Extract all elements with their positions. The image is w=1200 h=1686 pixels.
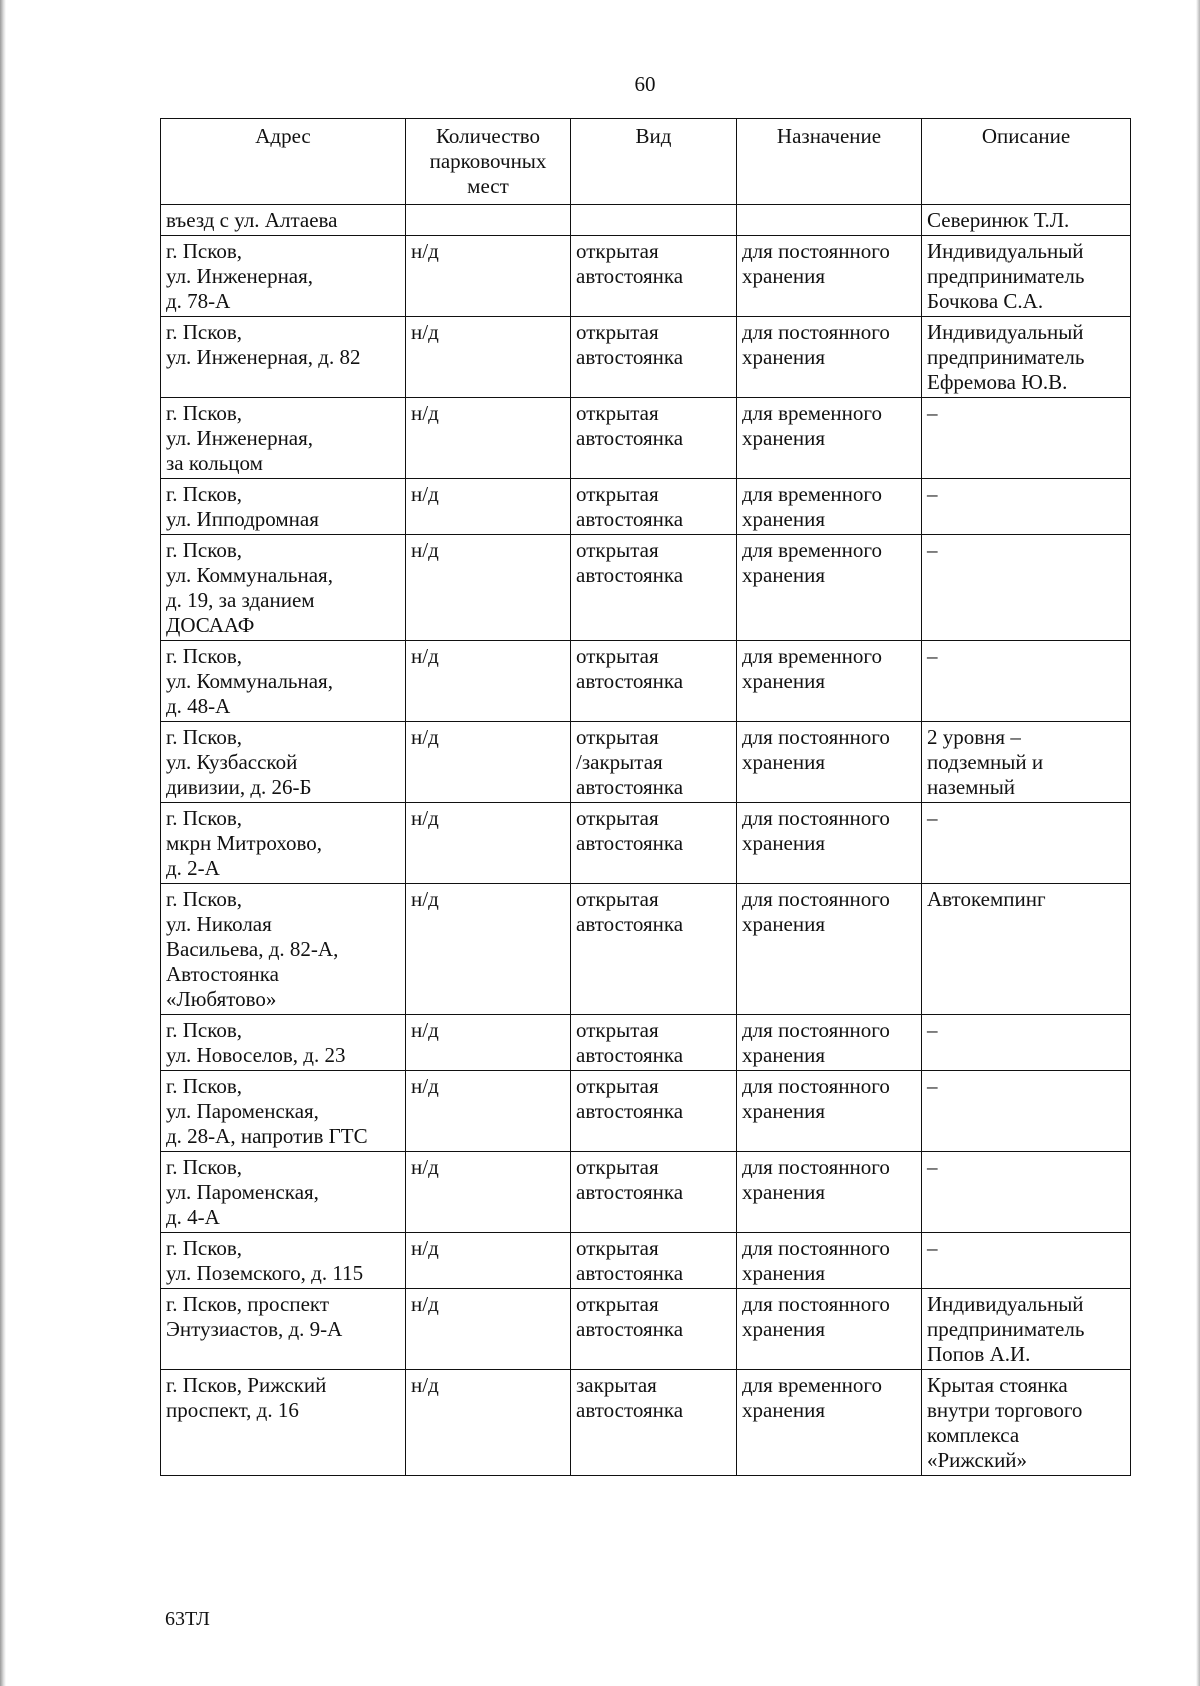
cell-type-line: автостоянка: [576, 831, 684, 855]
cell-purpose-line: хранения: [742, 1398, 826, 1422]
cell-count: н/д: [406, 884, 571, 1015]
cell-type-line: открытая: [576, 1018, 659, 1042]
cell-description-line: Индивидуальный: [927, 320, 1084, 344]
header-count: Количество парковочных мест: [406, 119, 571, 205]
cell-purpose-line: для постоянного: [742, 806, 890, 830]
cell-description: [922, 535, 1131, 641]
cell-address-line: г. Псков, Рижский: [166, 1373, 327, 1397]
cell-address-line: г. Псков,: [166, 239, 243, 263]
cell-address-line: ул. Инженерная,: [166, 426, 314, 450]
cell-purpose-line: хранения: [742, 1043, 826, 1067]
cell-type-line: /закрытая: [576, 750, 663, 774]
cell-purpose-line: хранения: [742, 264, 826, 288]
cell-description-line: Индивидуальный: [927, 1292, 1084, 1316]
cell-purpose: [737, 398, 922, 479]
cell-address-line: въезд с ул. Алтаева: [166, 208, 338, 232]
cell-address: [161, 1015, 406, 1071]
cell-address-line: ул. Коммунальная,: [166, 669, 333, 693]
cell-type-line: автостоянка: [576, 1099, 684, 1123]
cell-description-line: «Рижский»: [927, 1448, 1028, 1472]
cell-purpose-line: для постоянного: [742, 239, 890, 263]
cell-type: [571, 205, 737, 236]
cell-type-line: открытая: [576, 482, 659, 506]
cell-purpose-line: для постоянного: [742, 1018, 890, 1042]
cell-purpose: [737, 1015, 922, 1071]
cell-address: [161, 479, 406, 535]
cell-description-line: –: [927, 1236, 938, 1260]
cell-description: [922, 317, 1131, 398]
cell-purpose: [737, 479, 922, 535]
cell-description: [922, 479, 1131, 535]
cell-description: [922, 1152, 1131, 1233]
cell-description-line: наземный: [927, 775, 1016, 799]
cell-type: [571, 641, 737, 722]
header-type: Вид: [571, 119, 737, 205]
cell-address-line: г. Псков,: [166, 538, 243, 562]
cell-address: [161, 236, 406, 317]
cell-address: [161, 1370, 406, 1476]
cell-type-line: открытая: [576, 1292, 659, 1316]
cell-type-line: открытая: [576, 538, 659, 562]
cell-purpose-line: для постоянного: [742, 1074, 890, 1098]
cell-description: [922, 641, 1131, 722]
cell-purpose-line: для временного: [742, 482, 882, 506]
cell-type: [571, 722, 737, 803]
cell-purpose-line: хранения: [742, 1180, 826, 1204]
cell-address-line: ул. Николая: [166, 912, 272, 936]
cell-count: н/д: [406, 1015, 571, 1071]
cell-address-line: Автостоянка: [166, 962, 279, 986]
cell-address-line: д. 4-А: [166, 1205, 220, 1229]
cell-type-line: открытая: [576, 644, 659, 668]
cell-purpose-line: для временного: [742, 644, 882, 668]
cell-count: н/д: [406, 641, 571, 722]
table-row: [161, 1289, 1131, 1370]
cell-description-line: подземный и: [927, 750, 1044, 774]
cell-description-line: предприниматель: [927, 345, 1085, 369]
cell-count: н/д: [406, 1370, 571, 1476]
cell-purpose-line: для постоянного: [742, 725, 890, 749]
cell-address-line: г. Псков,: [166, 1018, 243, 1042]
cell-description-line: предприниматель: [927, 1317, 1085, 1341]
cell-address-line: г. Псков,: [166, 644, 243, 668]
cell-type-line: автостоянка: [576, 1398, 684, 1422]
cell-purpose-line: хранения: [742, 426, 826, 450]
cell-address-line: Васильева, д. 82-А,: [166, 937, 339, 961]
cell-address-line: д. 78-А: [166, 289, 231, 313]
table-row: [161, 803, 1131, 884]
table-header-row: [161, 119, 1131, 205]
cell-count: н/д: [406, 722, 571, 803]
cell-description-line: Ефремова Ю.В.: [927, 370, 1068, 394]
cell-purpose-line: хранения: [742, 1099, 826, 1123]
cell-type-line: открытая: [576, 239, 659, 263]
cell-type-line: автостоянка: [576, 775, 684, 799]
parking-table: [160, 118, 1131, 1476]
cell-purpose-line: для постоянного: [742, 1236, 890, 1260]
header-address: Адрес: [161, 119, 406, 205]
cell-address-line: ул. Пароменская,: [166, 1099, 319, 1123]
cell-address-line: ул. Инженерная, д. 82: [166, 345, 361, 369]
cell-count: н/д: [406, 479, 571, 535]
cell-address-line: г. Псков,: [166, 887, 243, 911]
cell-description: [922, 236, 1131, 317]
cell-description-line: –: [927, 1155, 938, 1179]
cell-type-line: автостоянка: [576, 1043, 684, 1067]
cell-type-line: автостоянка: [576, 345, 684, 369]
cell-type: [571, 479, 737, 535]
cell-type-line: открытая: [576, 1236, 659, 1260]
cell-description-line: Индивидуальный: [927, 239, 1084, 263]
cell-type: [571, 317, 737, 398]
cell-address-line: г. Псков,: [166, 1074, 243, 1098]
cell-type: [571, 884, 737, 1015]
cell-description-line: Автокемпинг: [927, 887, 1046, 911]
cell-purpose-line: хранения: [742, 563, 826, 587]
cell-address: [161, 803, 406, 884]
cell-description-line: Крытая стоянка: [927, 1373, 1068, 1397]
cell-address-line: ул. Поземского, д. 115: [166, 1261, 364, 1285]
cell-description: [922, 1233, 1131, 1289]
cell-purpose: [737, 1370, 922, 1476]
cell-type: [571, 1071, 737, 1152]
cell-type-line: закрытая: [576, 1373, 657, 1397]
cell-purpose: [737, 884, 922, 1015]
cell-count: н/д: [406, 398, 571, 479]
cell-count: [406, 205, 571, 236]
cell-address-line: Энтузиастов, д. 9-А: [166, 1317, 343, 1341]
table-row: [161, 1071, 1131, 1152]
scan-edge-right: [1196, 0, 1200, 1686]
cell-description: [922, 1071, 1131, 1152]
cell-purpose: [737, 205, 922, 236]
header-description: Описание: [922, 119, 1131, 205]
cell-address-line: ул. Инженерная,: [166, 264, 314, 288]
cell-purpose: [737, 803, 922, 884]
cell-count: н/д: [406, 1071, 571, 1152]
cell-purpose-line: хранения: [742, 345, 826, 369]
cell-purpose-line: хранения: [742, 1261, 826, 1285]
cell-count: н/д: [406, 236, 571, 317]
cell-address: [161, 641, 406, 722]
cell-address-line: г. Псков,: [166, 725, 243, 749]
cell-address: [161, 1152, 406, 1233]
cell-address-line: ул. Ипподромная: [166, 507, 319, 531]
cell-address-line: за кольцом: [166, 451, 263, 475]
cell-type: [571, 1370, 737, 1476]
cell-type-line: автостоянка: [576, 507, 684, 531]
cell-type: [571, 1233, 737, 1289]
cell-address-line: ул. Кузбасской: [166, 750, 298, 774]
cell-address: [161, 205, 406, 236]
cell-purpose-line: хранения: [742, 507, 826, 531]
cell-type-line: открытая: [576, 887, 659, 911]
cell-description-line: предприниматель: [927, 264, 1085, 288]
cell-description-line: комплекса: [927, 1423, 1020, 1447]
table-row: [161, 205, 1131, 236]
cell-type-line: автостоянка: [576, 1317, 684, 1341]
cell-type-line: автостоянка: [576, 1261, 684, 1285]
cell-address-line: д. 48-А: [166, 694, 231, 718]
cell-address-line: ул. Новоселов, д. 23: [166, 1043, 346, 1067]
cell-address-line: «Любятово»: [166, 987, 277, 1011]
table-row: [161, 479, 1131, 535]
cell-address-line: д. 19, за зданием: [166, 588, 315, 612]
cell-address-line: г. Псков,: [166, 401, 243, 425]
header-purpose: Назначение: [737, 119, 922, 205]
cell-description-line: –: [927, 538, 938, 562]
cell-address: [161, 884, 406, 1015]
table-row: [161, 317, 1131, 398]
cell-type-line: автостоянка: [576, 563, 684, 587]
cell-address: [161, 1289, 406, 1370]
cell-address-line: ул. Коммунальная,: [166, 563, 333, 587]
cell-purpose-line: хранения: [742, 669, 826, 693]
cell-purpose-line: хранения: [742, 831, 826, 855]
cell-description-line: внутри торгового: [927, 1398, 1083, 1422]
cell-purpose-line: для временного: [742, 1373, 882, 1397]
cell-description-line: 2 уровня –: [927, 725, 1021, 749]
cell-address-line: д. 2-А: [166, 856, 220, 880]
cell-description-line: –: [927, 1018, 938, 1042]
scan-edge-left: [0, 0, 6, 1686]
cell-purpose: [737, 1152, 922, 1233]
cell-address-line: г. Псков,: [166, 1155, 243, 1179]
cell-type: [571, 1015, 737, 1071]
cell-description: [922, 803, 1131, 884]
cell-type-line: автостоянка: [576, 669, 684, 693]
table-row: [161, 1015, 1131, 1071]
cell-type-line: открытая: [576, 401, 659, 425]
cell-purpose: [737, 1289, 922, 1370]
cell-type: [571, 1289, 737, 1370]
cell-description: [922, 722, 1131, 803]
cell-description-line: –: [927, 1074, 938, 1098]
table-body: [161, 205, 1131, 1476]
cell-purpose-line: для постоянного: [742, 1155, 890, 1179]
cell-type-line: автостоянка: [576, 426, 684, 450]
cell-address: [161, 1071, 406, 1152]
cell-address-line: проспект, д. 16: [166, 1398, 299, 1422]
cell-type: [571, 236, 737, 317]
cell-address: [161, 1233, 406, 1289]
page-number: 60: [634, 72, 656, 96]
cell-description: [922, 884, 1131, 1015]
cell-description-line: –: [927, 482, 938, 506]
cell-description-line: –: [927, 644, 938, 668]
cell-purpose: [737, 317, 922, 398]
cell-type-line: открытая: [576, 1155, 659, 1179]
cell-address: [161, 317, 406, 398]
cell-count: н/д: [406, 803, 571, 884]
cell-type-line: открытая: [576, 806, 659, 830]
footer-code: 63ТЛ: [165, 1608, 210, 1630]
cell-address-line: г. Псков,: [166, 482, 243, 506]
cell-purpose-line: хранения: [742, 912, 826, 936]
cell-description-line: Бочкова С.А.: [927, 289, 1044, 313]
cell-description-line: Северинюк Т.Л.: [927, 208, 1070, 232]
cell-address-line: г. Псков, проспект: [166, 1292, 330, 1316]
cell-count: н/д: [406, 1289, 571, 1370]
cell-type-line: автостоянка: [576, 264, 684, 288]
cell-type-line: автостоянка: [576, 1180, 684, 1204]
cell-address-line: ул. Пароменская,: [166, 1180, 319, 1204]
cell-type-line: автостоянка: [576, 912, 684, 936]
cell-type: [571, 535, 737, 641]
cell-address-line: г. Псков,: [166, 1236, 243, 1260]
cell-count: н/д: [406, 1233, 571, 1289]
cell-address-line: дивизии, д. 26-Б: [166, 775, 312, 799]
cell-description-line: –: [927, 806, 938, 830]
cell-count: н/д: [406, 317, 571, 398]
cell-purpose-line: для постоянного: [742, 320, 890, 344]
cell-count: н/д: [406, 535, 571, 641]
table-row: [161, 1233, 1131, 1289]
table-row: [161, 1152, 1131, 1233]
cell-purpose: [737, 1071, 922, 1152]
cell-purpose: [737, 535, 922, 641]
cell-purpose-line: для временного: [742, 401, 882, 425]
cell-description: [922, 398, 1131, 479]
cell-count: н/д: [406, 1152, 571, 1233]
cell-address-line: г. Псков,: [166, 320, 243, 344]
cell-purpose-line: для временного: [742, 538, 882, 562]
cell-purpose: [737, 1233, 922, 1289]
cell-description: [922, 1289, 1131, 1370]
table-row: [161, 722, 1131, 803]
cell-address-line: г. Псков,: [166, 806, 243, 830]
cell-address: [161, 398, 406, 479]
cell-address-line: ДОСААФ: [166, 613, 255, 637]
cell-description-line: –: [927, 401, 938, 425]
cell-purpose: [737, 722, 922, 803]
cell-purpose-line: хранения: [742, 750, 826, 774]
table-row: [161, 398, 1131, 479]
table-row: [161, 641, 1131, 722]
cell-address-line: д. 28-А, напротив ГТС: [166, 1124, 368, 1148]
cell-description: [922, 205, 1131, 236]
cell-description: [922, 1370, 1131, 1476]
cell-purpose-line: хранения: [742, 1317, 826, 1341]
table-row: [161, 535, 1131, 641]
cell-purpose-line: для постоянного: [742, 1292, 890, 1316]
cell-type-line: открытая: [576, 725, 659, 749]
cell-address-line: мкрн Митрохово,: [166, 831, 323, 855]
cell-purpose-line: для постоянного: [742, 887, 890, 911]
cell-purpose: [737, 641, 922, 722]
cell-type: [571, 398, 737, 479]
cell-type: [571, 803, 737, 884]
cell-type: [571, 1152, 737, 1233]
cell-address: [161, 535, 406, 641]
cell-purpose: [737, 236, 922, 317]
cell-type-line: открытая: [576, 320, 659, 344]
cell-description: [922, 1015, 1131, 1071]
table-row: [161, 1370, 1131, 1476]
cell-address: [161, 722, 406, 803]
cell-type-line: открытая: [576, 1074, 659, 1098]
table-row: [161, 236, 1131, 317]
cell-description-line: Попов А.И.: [927, 1342, 1031, 1366]
table-row: [161, 884, 1131, 1015]
